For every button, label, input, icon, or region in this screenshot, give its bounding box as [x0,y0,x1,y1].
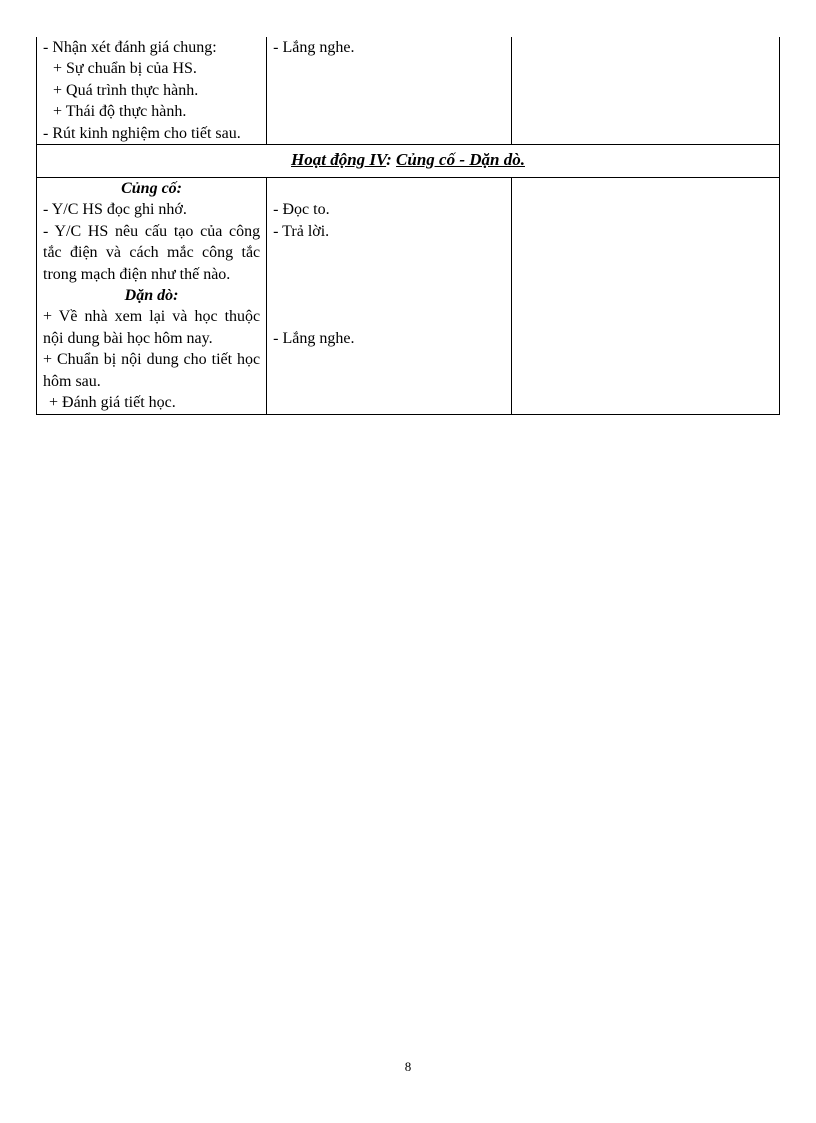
activity-heading [37,145,780,178]
text-line: + Thái độ thực hành. [53,103,187,121]
section-subheading: Dặn dò: [124,287,179,305]
page-number: 8 [404,1059,412,1074]
student-activity-cell [267,37,512,145]
text-line: + Đánh giá tiết học. [49,394,176,412]
section-subheading: Củng cố: [121,180,183,198]
teacher-activity-cell [37,178,267,414]
text-line: - Trả lời. [273,222,330,240]
text-paragraph: + Về nhà xem lại và học thuộc nội dung bài học hôm nay. [43,308,261,347]
activity-title: Củng cố - Dặn dò. [396,150,525,170]
table-row [37,37,780,145]
text-paragraph: - Y/C HS nêu cấu tạo của công tắc điện và cách mắc công tắc trong mạch điện như thế nào. [43,222,261,283]
activity-label: Hoạt động IV [291,150,387,170]
lesson-plan-table [36,37,780,415]
teacher-activity-cell [37,37,267,145]
activity-separator: : [386,150,397,170]
text-line: - Lắng nghe. [273,329,355,347]
notes-cell [512,37,780,145]
text-line: - Y/C HS đọc ghi nhớ. [43,201,187,219]
text-paragraph: + Chuẩn bị nội dung cho tiết học hôm sau. [43,351,261,390]
text-paragraph: - Rút kinh nghiệm cho tiết sau. [43,124,241,142]
student-activity-cell [267,178,512,414]
text-line: - Đọc to. [273,201,330,219]
text-line: + Sự chuẩn bị của HS. [53,60,197,78]
text-line: - Lắng nghe. [273,39,355,56]
notes-cell [512,178,780,414]
table-row [37,178,780,414]
text-line: - Nhận xét đánh giá chung: [43,39,217,56]
text-line: + Quá trình thực hành. [53,81,199,99]
activity-heading-row [37,145,780,178]
